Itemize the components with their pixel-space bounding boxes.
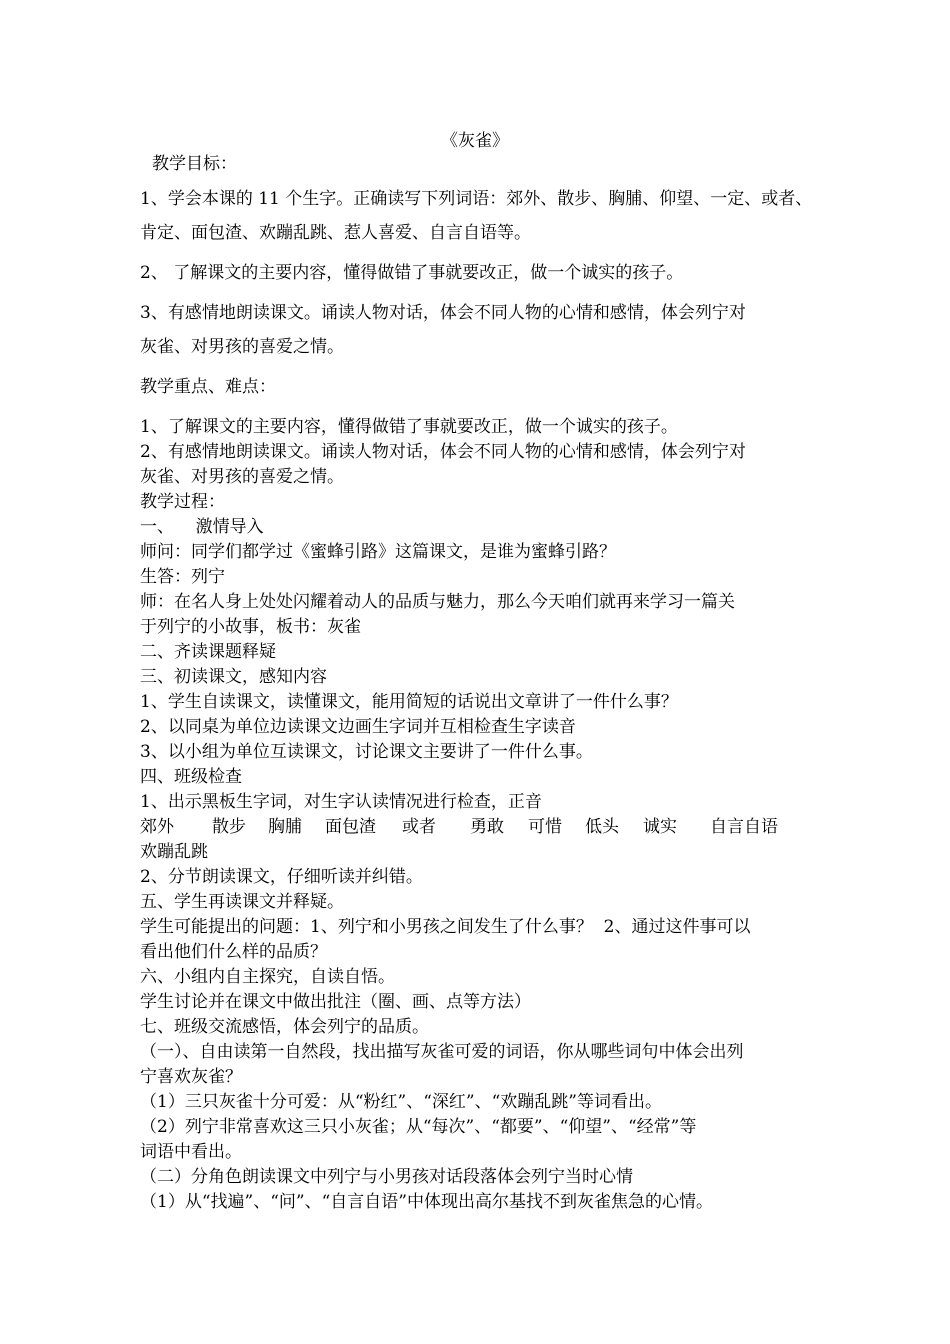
text-line: 学生讨论并在课文中做出批注（圈、画、点等方法） bbox=[140, 992, 531, 1012]
vocab-word: 可惜 bbox=[528, 817, 562, 837]
vocab-word: 或者 bbox=[402, 817, 436, 837]
text-line: 宁喜欢灰雀？ bbox=[140, 1067, 242, 1087]
text-line: 生答：列宁 bbox=[140, 567, 225, 587]
text-line: 灰雀、对男孩的喜爱之情。 bbox=[140, 337, 344, 357]
document-title: 《灰雀》 bbox=[441, 131, 509, 151]
text-line: 肯定、面包渣、欢蹦乱跳、惹人喜爱、自言自语等。 bbox=[140, 223, 531, 243]
text-line: 1、学生自读课文，读懂课文，能用简短的话说出文章讲了一件什么事？ bbox=[140, 692, 678, 712]
vocab-word: 勇敢 bbox=[470, 817, 504, 837]
vocab-word: 郊外 bbox=[140, 817, 174, 837]
vocab-word: 自言自语 bbox=[710, 817, 778, 837]
text-line: 灰雀、对男孩的喜爱之情。 bbox=[140, 467, 344, 487]
text-line: （二）分角色朗读课文中列宁与小男孩对话段落体会列宁当时心情 bbox=[140, 1167, 633, 1187]
text-line: 学生可能提出的问题：1、列宁和小男孩之间发生了什么事？ 2、通过这件事可以 bbox=[140, 917, 751, 937]
vocab-word: 散步 bbox=[212, 817, 246, 837]
text-line: 于列宁的小故事，板书：灰雀 bbox=[140, 617, 361, 637]
text-line: （一）、自由读第一自然段，找出描写灰雀可爱的词语，你从哪些词句中体会出列 bbox=[140, 1042, 744, 1062]
text-line: 1、了解课文的主要内容，懂得做错了事就要改正，做一个诚实的孩子。 bbox=[140, 417, 678, 437]
vocab-word: 面包渣 bbox=[325, 817, 376, 837]
text-line: 3、以小组为单位互读课文，讨论课文主要讲了一件什么事。 bbox=[140, 742, 593, 762]
text-line: 七、班级交流感悟，体会列宁的品质。 bbox=[140, 1017, 429, 1037]
section-heading: 教学目标： bbox=[152, 154, 237, 174]
section-heading: 教学重点、难点： bbox=[140, 377, 276, 397]
text-line: 三、初读课文，感知内容 bbox=[140, 667, 327, 687]
text-line: 二、齐读课题释疑 bbox=[140, 642, 276, 662]
vocab-word: 胸脯 bbox=[268, 817, 302, 837]
text-line: 六、小组内自主探究，自读自悟。 bbox=[140, 967, 395, 987]
text-line: （1）三只灰雀十分可爱：从“粉红”、“深红”、“欢蹦乱跳”等词看出。 bbox=[140, 1092, 662, 1112]
text-line: 师：在名人身上处处闪耀着动人的品质与魅力，那么今天咱们就再来学习一篇关 bbox=[140, 592, 735, 612]
text-line: 四、班级检查 bbox=[140, 767, 242, 787]
text-line: （1）从“找遍”、“问”、“自言自语”中体现出高尔基找不到灰雀焦急的心情。 bbox=[140, 1192, 713, 1212]
text-line: 3、有感情地朗读课文。诵读人物对话，体会不同人物的心情和感情，体会列宁对 bbox=[140, 303, 746, 323]
text-line: 1、出示黑板生字词，对生字认读情况进行检查，正音 bbox=[140, 792, 542, 812]
text-line: 一、 激情导入 bbox=[140, 517, 264, 537]
text-line: 词语中看出。 bbox=[140, 1142, 242, 1162]
text-line: 2、有感情地朗读课文。诵读人物对话，体会不同人物的心情和感情，体会列宁对 bbox=[140, 442, 746, 462]
vocab-word: 低头 bbox=[585, 817, 619, 837]
text-line: 师问：同学们都学过《蜜蜂引路》这篇课文，是谁为蜜蜂引路？ bbox=[140, 542, 616, 562]
text-line: 看出他们什么样的品质？ bbox=[140, 942, 327, 962]
text-line: （2）列宁非常喜欢这三只小灰雀；从“每次”、“都要”、“仰望”、“经常”等 bbox=[140, 1117, 697, 1137]
text-line: 五、学生再读课文并释疑。 bbox=[140, 892, 344, 912]
text-line: 欢蹦乱跳 bbox=[140, 842, 208, 862]
text-line: 2、分节朗读课文，仔细听读并纠错。 bbox=[140, 867, 423, 887]
text-line: 2、 了解课文的主要内容，懂得做错了事就要改正，做一个诚实的孩子。 bbox=[140, 263, 684, 283]
vocab-word: 诚实 bbox=[643, 817, 677, 837]
section-heading: 教学过程： bbox=[140, 492, 225, 512]
text-line: 2、以同桌为单位边读课文边画生字词并互相检查生字读音 bbox=[140, 717, 576, 737]
text-line: 1、学会本课的 11 个生字。正确读写下列词语：郊外、散步、胸脯、仰望、一定、或者、 bbox=[140, 189, 813, 209]
